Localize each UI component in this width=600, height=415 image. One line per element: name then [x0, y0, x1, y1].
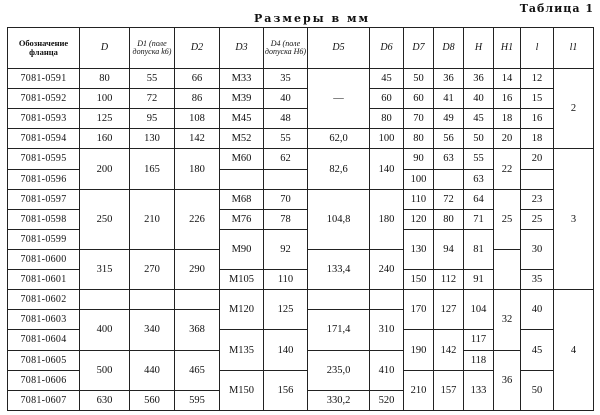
cell-d1: 340 [130, 310, 175, 350]
cell-h: 50 [464, 129, 494, 149]
cell-d1 [130, 290, 175, 310]
cell-d4: 35 [264, 69, 308, 89]
cell-d1: 165 [130, 149, 175, 189]
cell-d7: 110 [404, 189, 434, 209]
cell-h: 104 [464, 290, 494, 330]
cell-d5: 82,6 [308, 149, 370, 189]
cell-h1: 16 [494, 89, 521, 109]
cell-d: 200 [80, 149, 130, 189]
cell-d7: 120 [404, 209, 434, 229]
cell-h1: 14 [494, 69, 521, 89]
cell-h: 117 [464, 330, 494, 350]
cell-d8: 80 [434, 209, 464, 229]
cell-l1: 2 [554, 69, 594, 149]
cell-d1: 560 [130, 390, 175, 410]
cell-d3: M60 [220, 149, 264, 169]
cell-d8 [434, 169, 464, 189]
cell-h1: 36 [494, 350, 521, 410]
cell-d7: 90 [404, 149, 434, 169]
cell-h1: 25 [494, 189, 521, 249]
flange-code: 7081-0602 [8, 290, 80, 310]
cell-d8: 127 [434, 290, 464, 330]
cell-l: 18 [521, 129, 554, 149]
header-h: H [464, 28, 494, 69]
cell-l1: 3 [554, 149, 594, 290]
cell-d4: 40 [264, 89, 308, 109]
cell-d: 500 [80, 350, 130, 390]
cell-d1: 130 [130, 129, 175, 149]
cell-d2: 226 [175, 189, 220, 249]
cell-d6 [370, 290, 404, 310]
cell-d1: 72 [130, 89, 175, 109]
cell-d3: M39 [220, 89, 264, 109]
cell-d5: — [308, 69, 370, 129]
flange-code: 7081-0594 [8, 129, 80, 149]
cell-d7: 130 [404, 229, 434, 269]
cell-d: 315 [80, 249, 130, 289]
cell-l1: 4 [554, 290, 594, 411]
cell-d4: 92 [264, 229, 308, 269]
header-d6: D6 [370, 28, 404, 69]
flange-code: 7081-0607 [8, 390, 80, 410]
cell-d8: 157 [434, 370, 464, 410]
cell-d8: 72 [434, 189, 464, 209]
header-d3: D3 [220, 28, 264, 69]
cell-d4: 156 [264, 370, 308, 410]
cell-h: 133 [464, 370, 494, 410]
cell-h: 40 [464, 89, 494, 109]
flange-code: 7081-0601 [8, 270, 80, 290]
cell-d5 [308, 290, 370, 310]
cell-d5: 330,2 [308, 390, 370, 410]
cell-d6: 240 [370, 249, 404, 289]
cell-l: 15 [521, 89, 554, 109]
table-row [8, 69, 594, 89]
header-d8: D8 [434, 28, 464, 69]
flange-code: 7081-0597 [8, 189, 80, 209]
cell-d7: 80 [404, 129, 434, 149]
cell-l: 50 [521, 370, 554, 410]
cell-d1: 55 [130, 69, 175, 89]
flange-code: 7081-0595 [8, 149, 80, 169]
cell-h: 45 [464, 109, 494, 129]
cell-d7: 150 [404, 270, 434, 290]
header-flange: Обозначение фланца [8, 28, 80, 69]
header-h1: H1 [494, 28, 521, 69]
cell-h: 81 [464, 229, 494, 269]
table-row [8, 109, 594, 129]
cell-d4: 70 [264, 189, 308, 209]
cell-d8: 49 [434, 109, 464, 129]
cell-d3: M76 [220, 209, 264, 229]
cell-d: 125 [80, 109, 130, 129]
cell-d8: 112 [434, 270, 464, 290]
flange-code: 7081-0599 [8, 229, 80, 249]
flange-code: 7081-0593 [8, 109, 80, 129]
cell-d4: 55 [264, 129, 308, 149]
cell-d2 [175, 290, 220, 310]
cell-h: 71 [464, 209, 494, 229]
cell-d2: 108 [175, 109, 220, 129]
cell-d4: 125 [264, 290, 308, 330]
cell-d1: 95 [130, 109, 175, 129]
cell-h: 64 [464, 189, 494, 209]
cell-d3: M120 [220, 290, 264, 330]
cell-d: 160 [80, 129, 130, 149]
cell-d3 [220, 169, 264, 189]
cell-h: 118 [464, 350, 494, 370]
cell-d4: 140 [264, 330, 308, 370]
cell-d4: 110 [264, 270, 308, 290]
cell-d4: 48 [264, 109, 308, 129]
cell-d6: 45 [370, 69, 404, 89]
cell-h: 36 [464, 69, 494, 89]
cell-d8: 142 [434, 330, 464, 370]
cell-d2: 142 [175, 129, 220, 149]
cell-d5: 62,0 [308, 129, 370, 149]
cell-d7: 60 [404, 89, 434, 109]
cell-h: 55 [464, 149, 494, 169]
flange-code: 7081-0606 [8, 370, 80, 390]
header-d1: D1 (поле допуска k6) [130, 28, 175, 69]
cell-d6: 140 [370, 149, 404, 189]
cell-d7: 190 [404, 330, 434, 370]
flange-code: 7081-0603 [8, 310, 80, 330]
cell-d7: 70 [404, 109, 434, 129]
cell-d8: 94 [434, 229, 464, 269]
flange-code: 7081-0592 [8, 89, 80, 109]
cell-d: 630 [80, 390, 130, 410]
cell-d3: M33 [220, 69, 264, 89]
flange-code: 7081-0605 [8, 350, 80, 370]
cell-d5: 235,0 [308, 350, 370, 390]
cell-h: 91 [464, 270, 494, 290]
cell-h1: 20 [494, 129, 521, 149]
cell-d1: 270 [130, 249, 175, 289]
header-d4: D4 (поле допуска H6) [264, 28, 308, 69]
cell-d2: 180 [175, 149, 220, 189]
cell-h1: 22 [494, 149, 521, 189]
cell-d2: 66 [175, 69, 220, 89]
cell-l: 25 [521, 209, 554, 229]
cell-h1: 18 [494, 109, 521, 129]
cell-d3: M150 [220, 370, 264, 410]
flange-code: 7081-0598 [8, 209, 80, 229]
header-d7: D7 [404, 28, 434, 69]
cell-d3: M52 [220, 129, 264, 149]
units-title: Размеры в мм [254, 12, 371, 25]
cell-d2: 86 [175, 89, 220, 109]
cell-d3: M68 [220, 189, 264, 209]
cell-d3: M105 [220, 270, 264, 290]
cell-d3: M90 [220, 229, 264, 269]
table-header-row [8, 28, 594, 69]
cell-d1: 210 [130, 189, 175, 249]
cell-d [80, 290, 130, 310]
cell-l: 20 [521, 149, 554, 169]
flange-code: 7081-0604 [8, 330, 80, 350]
table-row [8, 89, 594, 109]
cell-d4 [264, 169, 308, 189]
cell-d7: 170 [404, 290, 434, 330]
table-row [8, 290, 594, 310]
cell-d2: 290 [175, 249, 220, 289]
cell-d7: 50 [404, 69, 434, 89]
cell-d3: M135 [220, 330, 264, 370]
header-d5: D5 [308, 28, 370, 69]
cell-d8: 36 [434, 69, 464, 89]
flange-code: 7081-0591 [8, 69, 80, 89]
cell-d7: 210 [404, 370, 434, 410]
cell-d7: 100 [404, 169, 434, 189]
cell-l: 45 [521, 330, 554, 370]
cell-d6: 520 [370, 390, 404, 410]
header-d: D [80, 28, 130, 69]
cell-l: 23 [521, 189, 554, 209]
flange-code: 7081-0600 [8, 249, 80, 269]
flange-code: 7081-0596 [8, 169, 80, 189]
cell-d5: 104,8 [308, 189, 370, 249]
cell-d8: 56 [434, 129, 464, 149]
table-caption: Таблица 1 [519, 2, 594, 15]
table-row [8, 149, 594, 169]
cell-d: 100 [80, 89, 130, 109]
header-d2: D2 [175, 28, 220, 69]
table-row [8, 189, 594, 209]
cell-h1 [494, 249, 521, 289]
cell-d6: 310 [370, 310, 404, 350]
cell-d: 250 [80, 189, 130, 249]
cell-d8: 41 [434, 89, 464, 109]
cell-h1: 32 [494, 290, 521, 350]
flange-dimensions-table [7, 27, 594, 411]
table-row [8, 129, 594, 149]
cell-d2: 465 [175, 350, 220, 390]
cell-d6: 100 [370, 129, 404, 149]
cell-l [521, 169, 554, 189]
cell-d3: M45 [220, 109, 264, 129]
cell-d8: 63 [434, 149, 464, 169]
cell-l: 30 [521, 229, 554, 269]
cell-d6: 80 [370, 109, 404, 129]
cell-h: 63 [464, 169, 494, 189]
cell-d4: 78 [264, 209, 308, 229]
cell-d1: 440 [130, 350, 175, 390]
table-header-area [0, 0, 600, 27]
cell-l: 35 [521, 270, 554, 290]
cell-d6: 180 [370, 189, 404, 249]
cell-d5: 133,4 [308, 249, 370, 289]
cell-d: 80 [80, 69, 130, 89]
cell-l: 16 [521, 109, 554, 129]
cell-d6: 410 [370, 350, 404, 390]
cell-l: 40 [521, 290, 554, 330]
header-l1: l1 [554, 28, 594, 69]
cell-d: 400 [80, 310, 130, 350]
cell-d2: 595 [175, 390, 220, 410]
header-l: l [521, 28, 554, 69]
cell-d4: 62 [264, 149, 308, 169]
cell-l: 12 [521, 69, 554, 89]
cell-d5: 171,4 [308, 310, 370, 350]
cell-d6: 60 [370, 89, 404, 109]
cell-d2: 368 [175, 310, 220, 350]
